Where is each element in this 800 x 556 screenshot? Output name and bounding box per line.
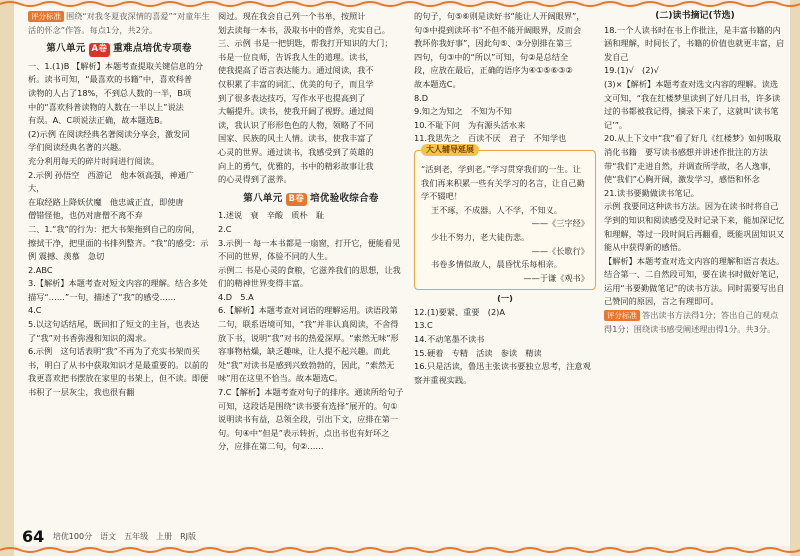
answer-line: 19.(1)√ (2)√ [604,65,659,76]
answer-line: 书是一位良师，告诉我人生的道理。读书， [218,51,374,62]
answer-line: 2.C [218,223,232,234]
scoring-standard-text: 答出读书方法得1分；答出自己的观点得1分；围绕读书感受阐述理由得1分。共3分。 [604,310,779,334]
bottom-wave-border [0,546,800,554]
quote-line: 书卷多情似故人，晨昏忧乐每相亲。 [431,259,563,270]
answer-line: 充分利用每天的碎片时间进行阅读。 [28,155,160,166]
answer-line: 1.述说 衰 辛酸 质朴 耻 [218,210,325,221]
answer-line: 一、1.(1)B 【解析】本题考查提取关键信息的分 [28,60,204,71]
answer-line: 三、示例 书是一把钥匙，帮我打开知识的大门； [218,38,393,49]
answer-line: 大幅提升。读书，使我开阔了视野。通过阅 [218,106,374,117]
answer-line: 8.D [414,92,429,103]
answer-line: 擦拭干净，把里面的书排列整齐。“我”的感受：示例 震撼、羡慕 急切 [28,237,209,262]
answer-line: 仅积累了丰富的词汇、优美的句子，而且学 [218,78,374,89]
answer-line: 国家、民族的风土人情。读书，使我丰富了 [218,133,374,144]
answer-line: 3.【解析】本题考查对短文内容的理解。结合多处描写“……”一句，描述了“我”的感受…… [28,278,208,302]
answer-line: (2)示例 在阅读经典名著阅读分享会，激发同 [28,128,190,139]
answer-line: 僧错怪他，也仍对唐僧不离不弃 [28,210,143,221]
answer-line: 读，我认识了形形色色的人物，领略了不同 [218,119,374,130]
answer-line: 16.只是活读，鲁迅主张读书要独立思考，注意观察并重视实践。 [414,361,591,385]
answer-line: 6.示例 这句话表明“我”不再为了充实书架而买书，明白了从书中获取知识才是最重要的。以前的我更喜欢把书摆放在家里的书架上，但不读。即便书积了一层灰尘，我也很有翻 [28,346,209,398]
box-line: “活到老，学到老。”学习贯穿我们的一生。让我们再来积累一些有关学习的名言，让自己勤学不辍吧！ [421,163,585,202]
answer-line: 句③中提到读坏书“不但不能开阔眼界，反而会 [414,24,582,35]
unit-subtitle: 培优验收综合卷 [310,192,379,204]
page-footer [22,527,196,546]
column-4 [604,10,786,336]
unit-badge: B卷 [286,193,308,207]
answer-line: 3.示例一 每一本书都是一扇窗，打开它，便能看见不同的世界，体验不同的人生。 [218,237,401,262]
answer-line: 13.C [414,320,433,331]
section-two-heading: (二)读书摘记(节选) [655,11,735,21]
unit-subtitle: 重难点培优专项卷 [113,43,192,55]
answer-line: 心灵的世界。通过读书，我感受到了英雄的 [218,146,374,157]
column-2 [218,10,404,454]
answer-line: 在取经路上降妖伏魔 他忠诚正直，即使唐 [28,196,184,207]
unit-title: 第八单元 [243,192,283,204]
right-margin-strip [790,0,800,556]
answer-line: 2.示例 孙悟空 西游记 他本领高强，神通广大， [28,169,194,194]
top-wave-border [0,0,800,8]
answer-line: 5.以这句话结尾，既回扣了短文的主旨，也表达了“我”对书香弥漫和知识的渴求。 [28,319,200,343]
answer-line: 有误。A、C项说法正确，故本题选B。 [28,115,168,126]
extension-box [414,144,596,290]
footer-book-info: 培优100分 语文 五年级 上册 RJ版 [52,532,196,541]
answer-line: 2.ABC [28,264,53,275]
answer-line: 划去读每一本书，汲取书中的营养，充实自己。 [218,24,390,35]
answer-line: 析。读书可知，“最喜欢的书籍”中，喜欢科普 [28,74,193,85]
answer-line: 10.不耻下问 为有源头活水来 [414,119,526,130]
column-3 [414,10,596,387]
answer-line: 教坏你我好事”，因此句⑤、③分别排在第三 [414,38,573,49]
answer-line: (3)×【解析】本题考查对选文内容的理解。读选文可知，“我在红楼梦里读到了好几日书，许多读过的书都被我记得，摘录下来了，这就叫‘读书笔记’”。 [604,78,781,130]
answer-line: 段，应放在最后，正确的语序为④①⑤⑥③② [414,65,573,76]
scoring-standard-text: 围绕“对我冬夏夜深情的喜爱”“对童年生活的怀念”作答。每点1分，共2分。 [28,11,210,35]
answer-line: 学们阅读经典名著的兴趣。 [28,142,127,153]
page-number: 64 [22,527,45,546]
scoring-standard-tag: 评分标准 [28,11,64,22]
answer-line: 读物的人占了18%，不到总人数的一半，B项 [28,87,192,98]
answer-line: 四句，句③中的“所以”可知，句②是总结全 [414,51,569,62]
answer-line: 【解析】本题考查对选文内容的理解和语言表达。结合第一、二自然段可知，要在读书时做好笔记，运用“书要勤做笔记”的读书方法。同时需要写出自己赞同的原因，言之有理即可。 [604,255,785,307]
unit-badge: A卷 [89,43,111,57]
left-margin-strip [0,0,14,556]
answer-line: 12.(1)要紧、重要 (2)A [414,306,505,317]
unit-title: 第八单元 [46,43,86,55]
quote-source: ——《三字经》 [531,218,589,229]
answer-line: 到了很多表达技巧，写作水平也提高到了 [218,92,366,103]
answer-line: 故本题选C。 [414,78,461,89]
quote-source: ——于谦《观书》 [523,272,589,283]
unit-b-heading [218,192,404,207]
answer-line: 向上的勇气，优雅的，书中的精彩故事让我 [218,160,374,171]
quote-line: 王不琢，不成器。人不学，不知义。 [431,204,563,215]
answer-line: 二、1.“我”的行为：把大书架拖到自己的房间， [28,223,200,234]
answer-line: 7.C【解析】本题考查对句子的排序。通读所给句子可知，这段话是围绕“读书要有选择”展开的。句①说明读书有益，总领全段，引出下文，应排在第一句。句④中“但是”表示转折，点出书也有好坏之分，应排在第二句，句②…… [218,387,404,452]
answer-line: 20.从上下文中“我”看了好几《红楼梦》如何吸取消化书籍 要写读书感想并讲述作批注的方法 带“我们”走进自然，并调查所学故，名人逸事，使“我们”心胸开阔，激发学习，感悟和怀念 [604,133,782,185]
unit-a-heading [28,42,210,57]
answer-line: 的心灵得到了滋养。 [218,174,292,185]
column-1 [28,10,210,400]
scoring-standard-tag: 评分标准 [604,310,640,321]
answer-line: 4.D 5.A [218,291,254,302]
section-one-heading: (一) [497,293,513,304]
answer-line: 的句子，句⑤⑥则是读好书“能让人开阔眼界”， [414,11,585,21]
answer-line: 9.知之为知之 不知为不知 [414,106,512,117]
quote-line: 少壮不努力，老大徒伤悲。 [431,231,530,242]
answer-line: 11.我思先之 百读不厌 君子 不知学也 [414,133,567,144]
answer-line: 6.【解析】本题考查对词语的理解运用。读语段第二句，联系语境可知，“我”并非认真阅读，不舍得放下书，说明“我”对书的热爱深厚。“索然无味”形容事物枯燥，缺乏趣味，让人提不起兴趣。而此处“我”对读书是感到兴致勃勃的，因此，“索然无味”用在这里不恰当。故本题选C。 [218,305,399,384]
answer-line: 4.C [28,305,42,316]
answer-line: 阅过。现在我会自己列一个书单，按照计 [218,11,366,21]
quote-source: ——《长歌行》 [531,245,589,256]
answer-line: 14.不动笔墨不读书 [414,334,485,345]
extension-box-title: 大人辅导延展 [421,144,479,156]
answer-line: 使我提高了语言表达能力。通过阅读，我不 [218,65,374,76]
answer-line: 示例 我要同这种读书方法。因为在读书时将自己学到的知识和阅读感受及时记录下来，能加深记忆和理解，等过一段时间后再翻看，既能巩固知识又能从中获得新的感悟。 [604,201,785,253]
answer-line: 21.读书要勤做读书笔记。 [604,187,699,198]
answer-line: 示例二 书是心灵的食粮，它滋养我们的思想，让我们的精神世界变得丰富。 [218,264,401,289]
answer-line: 18.一个人读书时在书上作批注，是丰富书籍的内涵和理解，时间长了，书籍的价值也就更丰富，启发自己 [604,24,785,62]
answer-line: 中的“喜欢科普读物的人数在一半以上”说法 [28,101,184,112]
answer-line: 15.硬着 专精 活读 参读 精读 [414,347,542,358]
